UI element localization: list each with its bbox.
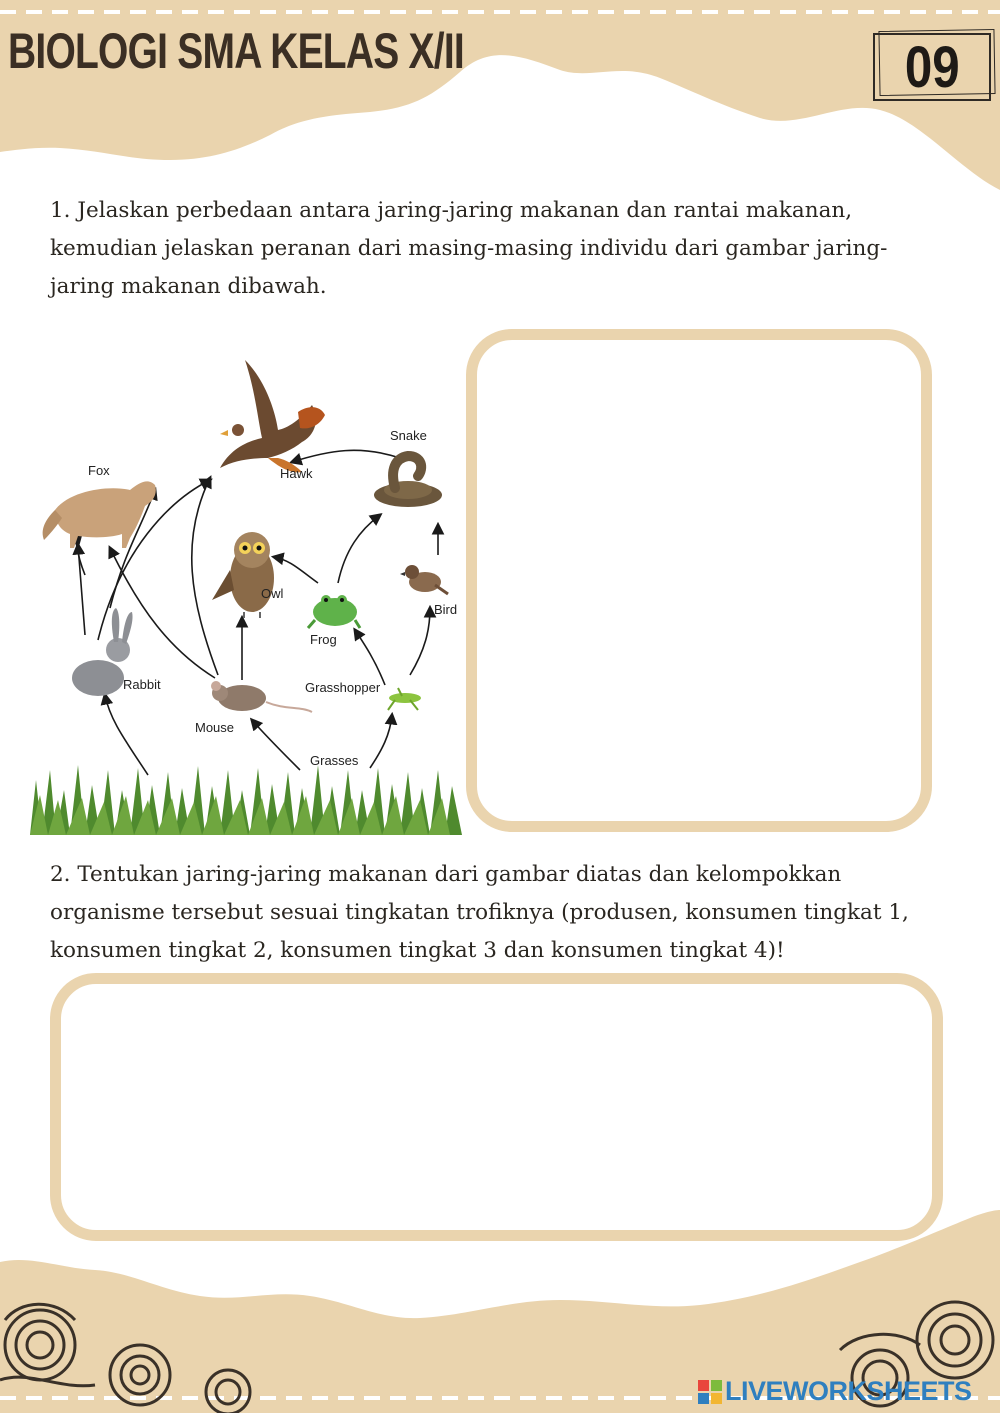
label-grasses: Grasses — [310, 753, 359, 768]
fox-illustration — [43, 481, 156, 548]
liveworksheets-logo[interactable] — [698, 1376, 972, 1407]
question-2-line: konsumen tingkat 2, konsumen tingkat 3 dan konsumen tingkat 4)! — [50, 938, 785, 963]
label-bird: Bird — [434, 602, 458, 617]
liveworksheets-brand: LIVEWORKSHEETS — [725, 1376, 972, 1406]
label-mouse: Mouse — [195, 720, 235, 735]
label-owl: Owl — [261, 586, 284, 601]
frog-illustration — [308, 595, 360, 628]
page-number-box — [873, 33, 991, 101]
answer-box-2[interactable] — [50, 973, 943, 1241]
question-1 — [50, 192, 950, 306]
label-hawk: Hawk — [280, 466, 313, 481]
food-web-illustration — [30, 350, 462, 835]
liveworksheets-icon — [698, 1380, 722, 1404]
page-number: 09 — [904, 34, 960, 100]
question-1-line: 1. Jelaskan perbedaan antara jaring-jaring makanan dan rantai makanan, — [50, 198, 853, 223]
hawk-illustration — [220, 360, 325, 472]
question-1-line: jaring makanan dibawah. — [50, 274, 327, 299]
question-2-line: organisme tersebut sesuai tingkatan trofiknya (produsen, konsumen tingkat 1, — [50, 900, 909, 925]
label-rabbit: Rabbit — [123, 677, 161, 692]
worksheet-title: BIOLOGI SMA KELAS X/II — [8, 23, 464, 79]
grass-illustration — [30, 765, 462, 835]
label-frog: Frog — [310, 632, 337, 647]
question-2-line: 2. Tentukan jaring-jaring makanan dari gambar diatas dan kelompokkan — [50, 862, 842, 887]
label-grasshopper: Grasshopper — [305, 680, 381, 695]
owl-illustration — [212, 532, 274, 618]
grasshopper-illustration — [388, 688, 421, 710]
label-fox: Fox — [88, 463, 110, 478]
mouse-illustration — [211, 681, 312, 712]
question-2 — [50, 856, 950, 970]
snake-illustration — [374, 456, 442, 507]
answer-box-1[interactable] — [466, 329, 932, 832]
bird-illustration — [400, 565, 448, 594]
question-1-line: kemudian jelaskan peranan dari masing-masing individu dari gambar jaring- — [50, 236, 888, 261]
label-snake: Snake — [390, 428, 427, 443]
